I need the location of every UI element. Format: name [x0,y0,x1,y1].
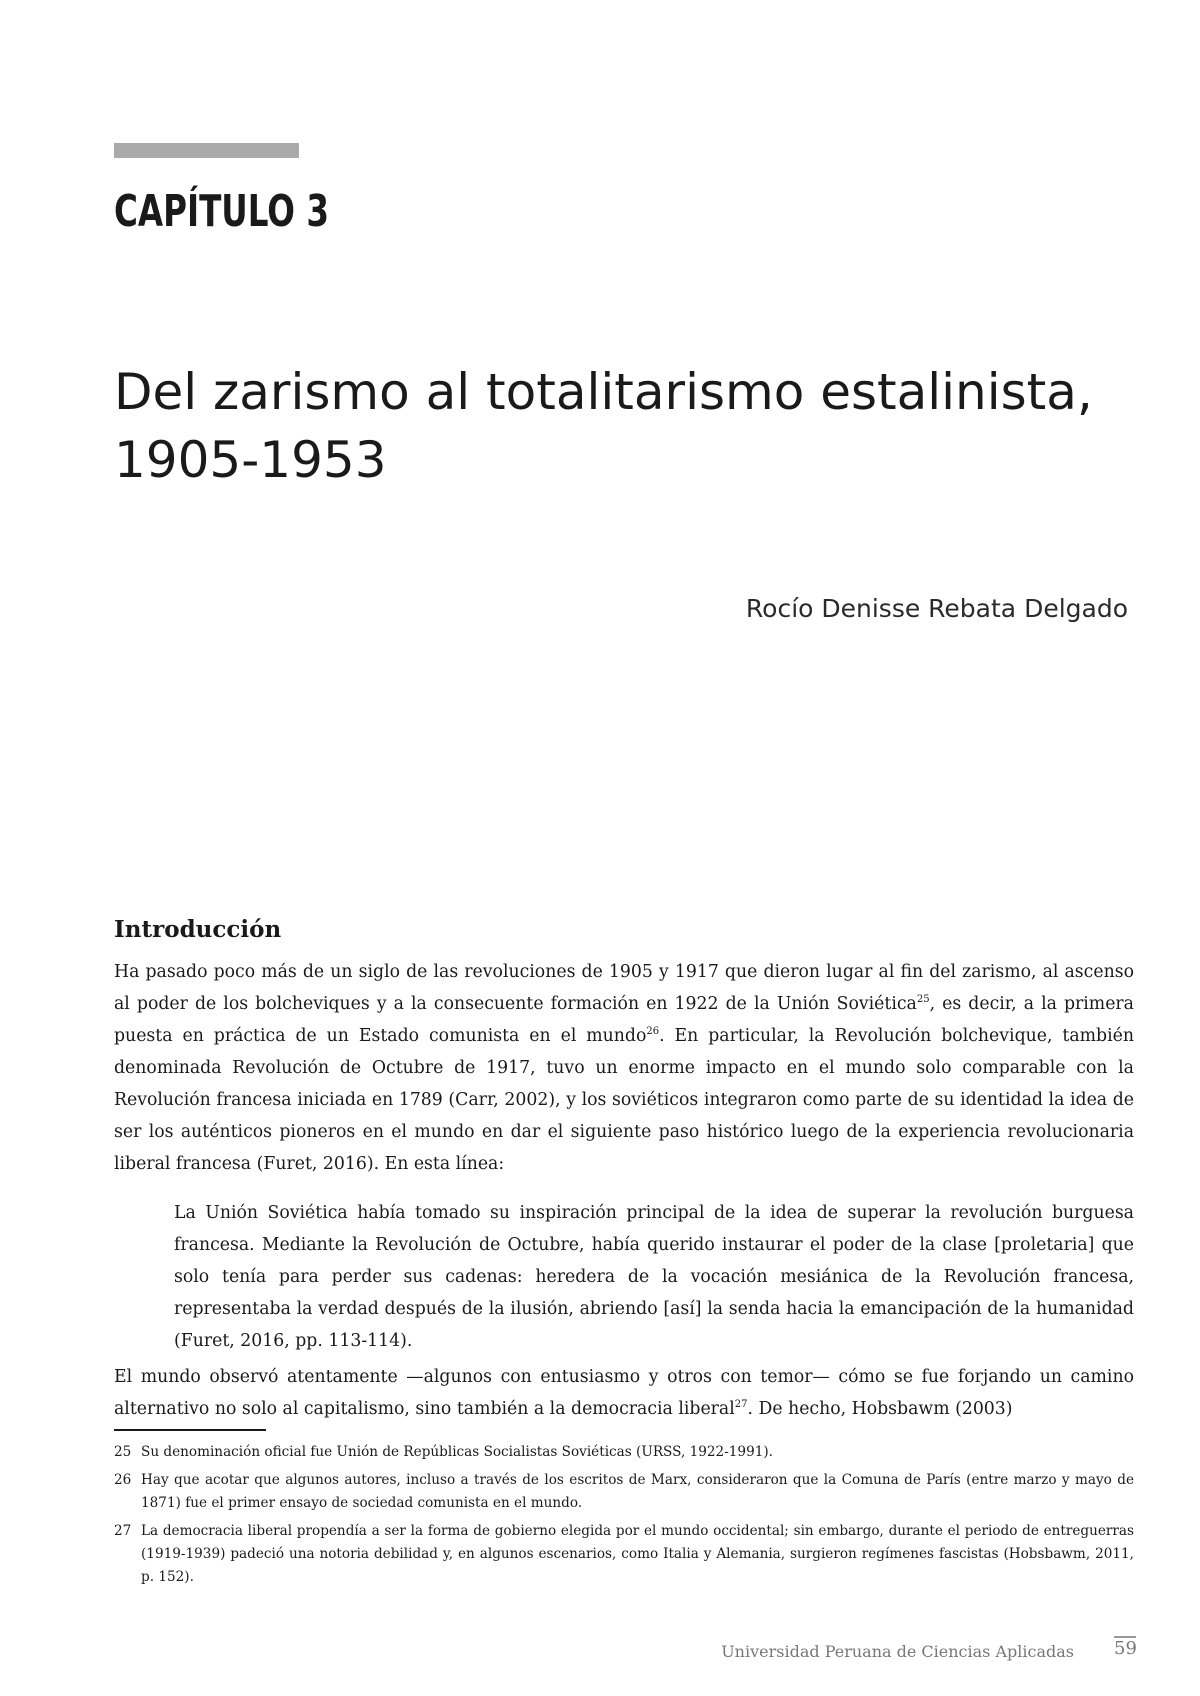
chapter-decoration-bar [114,143,299,158]
footnote-ref-27[interactable]: 27 [734,1399,748,1411]
footnotes [114,1441,1134,1594]
footnote-text: La democracia liberal propendía a ser la forma de gobierno elegida por el mundo occidental; sin embargo, durante el periodo de entreguerras (1919-1939) padeció una notoria debilidad y, en algunos escenarios, como Italia y Alemania, surgieron regímenes fascistas (Hobsbawm, 2011, p. 152). [141,1523,1134,1585]
section-heading: Introducción [114,916,282,943]
footnote-number: 27 [114,1523,132,1539]
body-paragraph-1-part-b: , es decir, a la primera puesta en práctica de un Estado comunista en el mundo [114,994,1134,1046]
footer-institution: Universidad Peruana de Ciencias Aplicadas [721,1642,1074,1661]
author-name: Rocío Denisse Rebata Delgado [745,594,1128,623]
chapter-label: CAPÍTULO 3 [114,186,329,237]
footnote-number: 26 [114,1472,132,1488]
chapter-title [114,358,1134,494]
body-paragraph-1-part-a: Ha pasado poco más de un siglo de las revoluciones de 1905 y 1917 que dieron lugar al fin del zarismo, al ascenso al poder de los bolcheviques y a la consecuente formación en 1922 de la Unión Soviética [114,962,1134,1014]
footnote-text: Hay que acotar que algunos autores, incluso a través de los escritos de Marx, consideraron que la Comuna de París (entre marzo y mayo de 1871) fue el primer ensayo de sociedad comunista en el mundo. [141,1472,1134,1511]
page-number: 59 [1114,1638,1137,1659]
footnote-25 [114,1441,1134,1464]
footnote-26 [114,1469,1134,1515]
body-paragraph-2-part-a: El mundo observó atentamente —algunos con entusiasmo y otros con temor— cómo se fue forjando un camino alternativo no solo al capitalismo, sino también a la democracia liberal [114,1367,1134,1419]
body-paragraph-2-part-b: . De hecho, Hobsbawm (2003) [747,1399,1013,1419]
footnote-text: Su denominación oficial fue Unión de Repúblicas Socialistas Soviéticas (URSS, 1922-1991). [141,1444,774,1460]
chapter-title-line-2: 1905-1953 [114,431,387,489]
chapter-title-line-1: Del zarismo al totalitarismo estalinista, [114,363,1093,421]
footnote-ref-26[interactable]: 26 [646,1026,660,1038]
footnote-divider [114,1429,266,1431]
body-paragraph-1 [114,956,1134,1180]
body-paragraph-2 [114,1361,1134,1425]
body-paragraph-1-part-c: . En particular, la Revolución bolchevique, también denominada Revolución de Octubre de 1917, tuvo un enorme impacto en el mundo solo comparable con la Revolución francesa iniciada en 1789 (Carr, 2002), y los soviéticos integraron como parte de su identidad la idea de ser los auténticos pioneros en el mundo en dar el siguiente paso histórico luego de la experiencia revolucionaria liberal francesa (Furet, 2016). En esta línea: [114,1026,1134,1174]
footnote-number: 25 [114,1444,132,1460]
footnote-ref-25[interactable]: 25 [916,994,930,1006]
footnote-27 [114,1520,1134,1589]
block-quote: La Unión Soviética había tomado su inspiración principal de la idea de superar la revolución burguesa francesa. Mediante la Revolución de Octubre, había querido instaurar el poder de la clase [proletaria] que solo tenía para perder sus cadenas: heredera de la vocación mesiánica de la Revolución francesa, representaba la verdad después de la ilusión, abriendo [así] la senda hacia la emancipación de la humanidad (Furet, 2016, pp. 113-114). [174,1203,1134,1351]
